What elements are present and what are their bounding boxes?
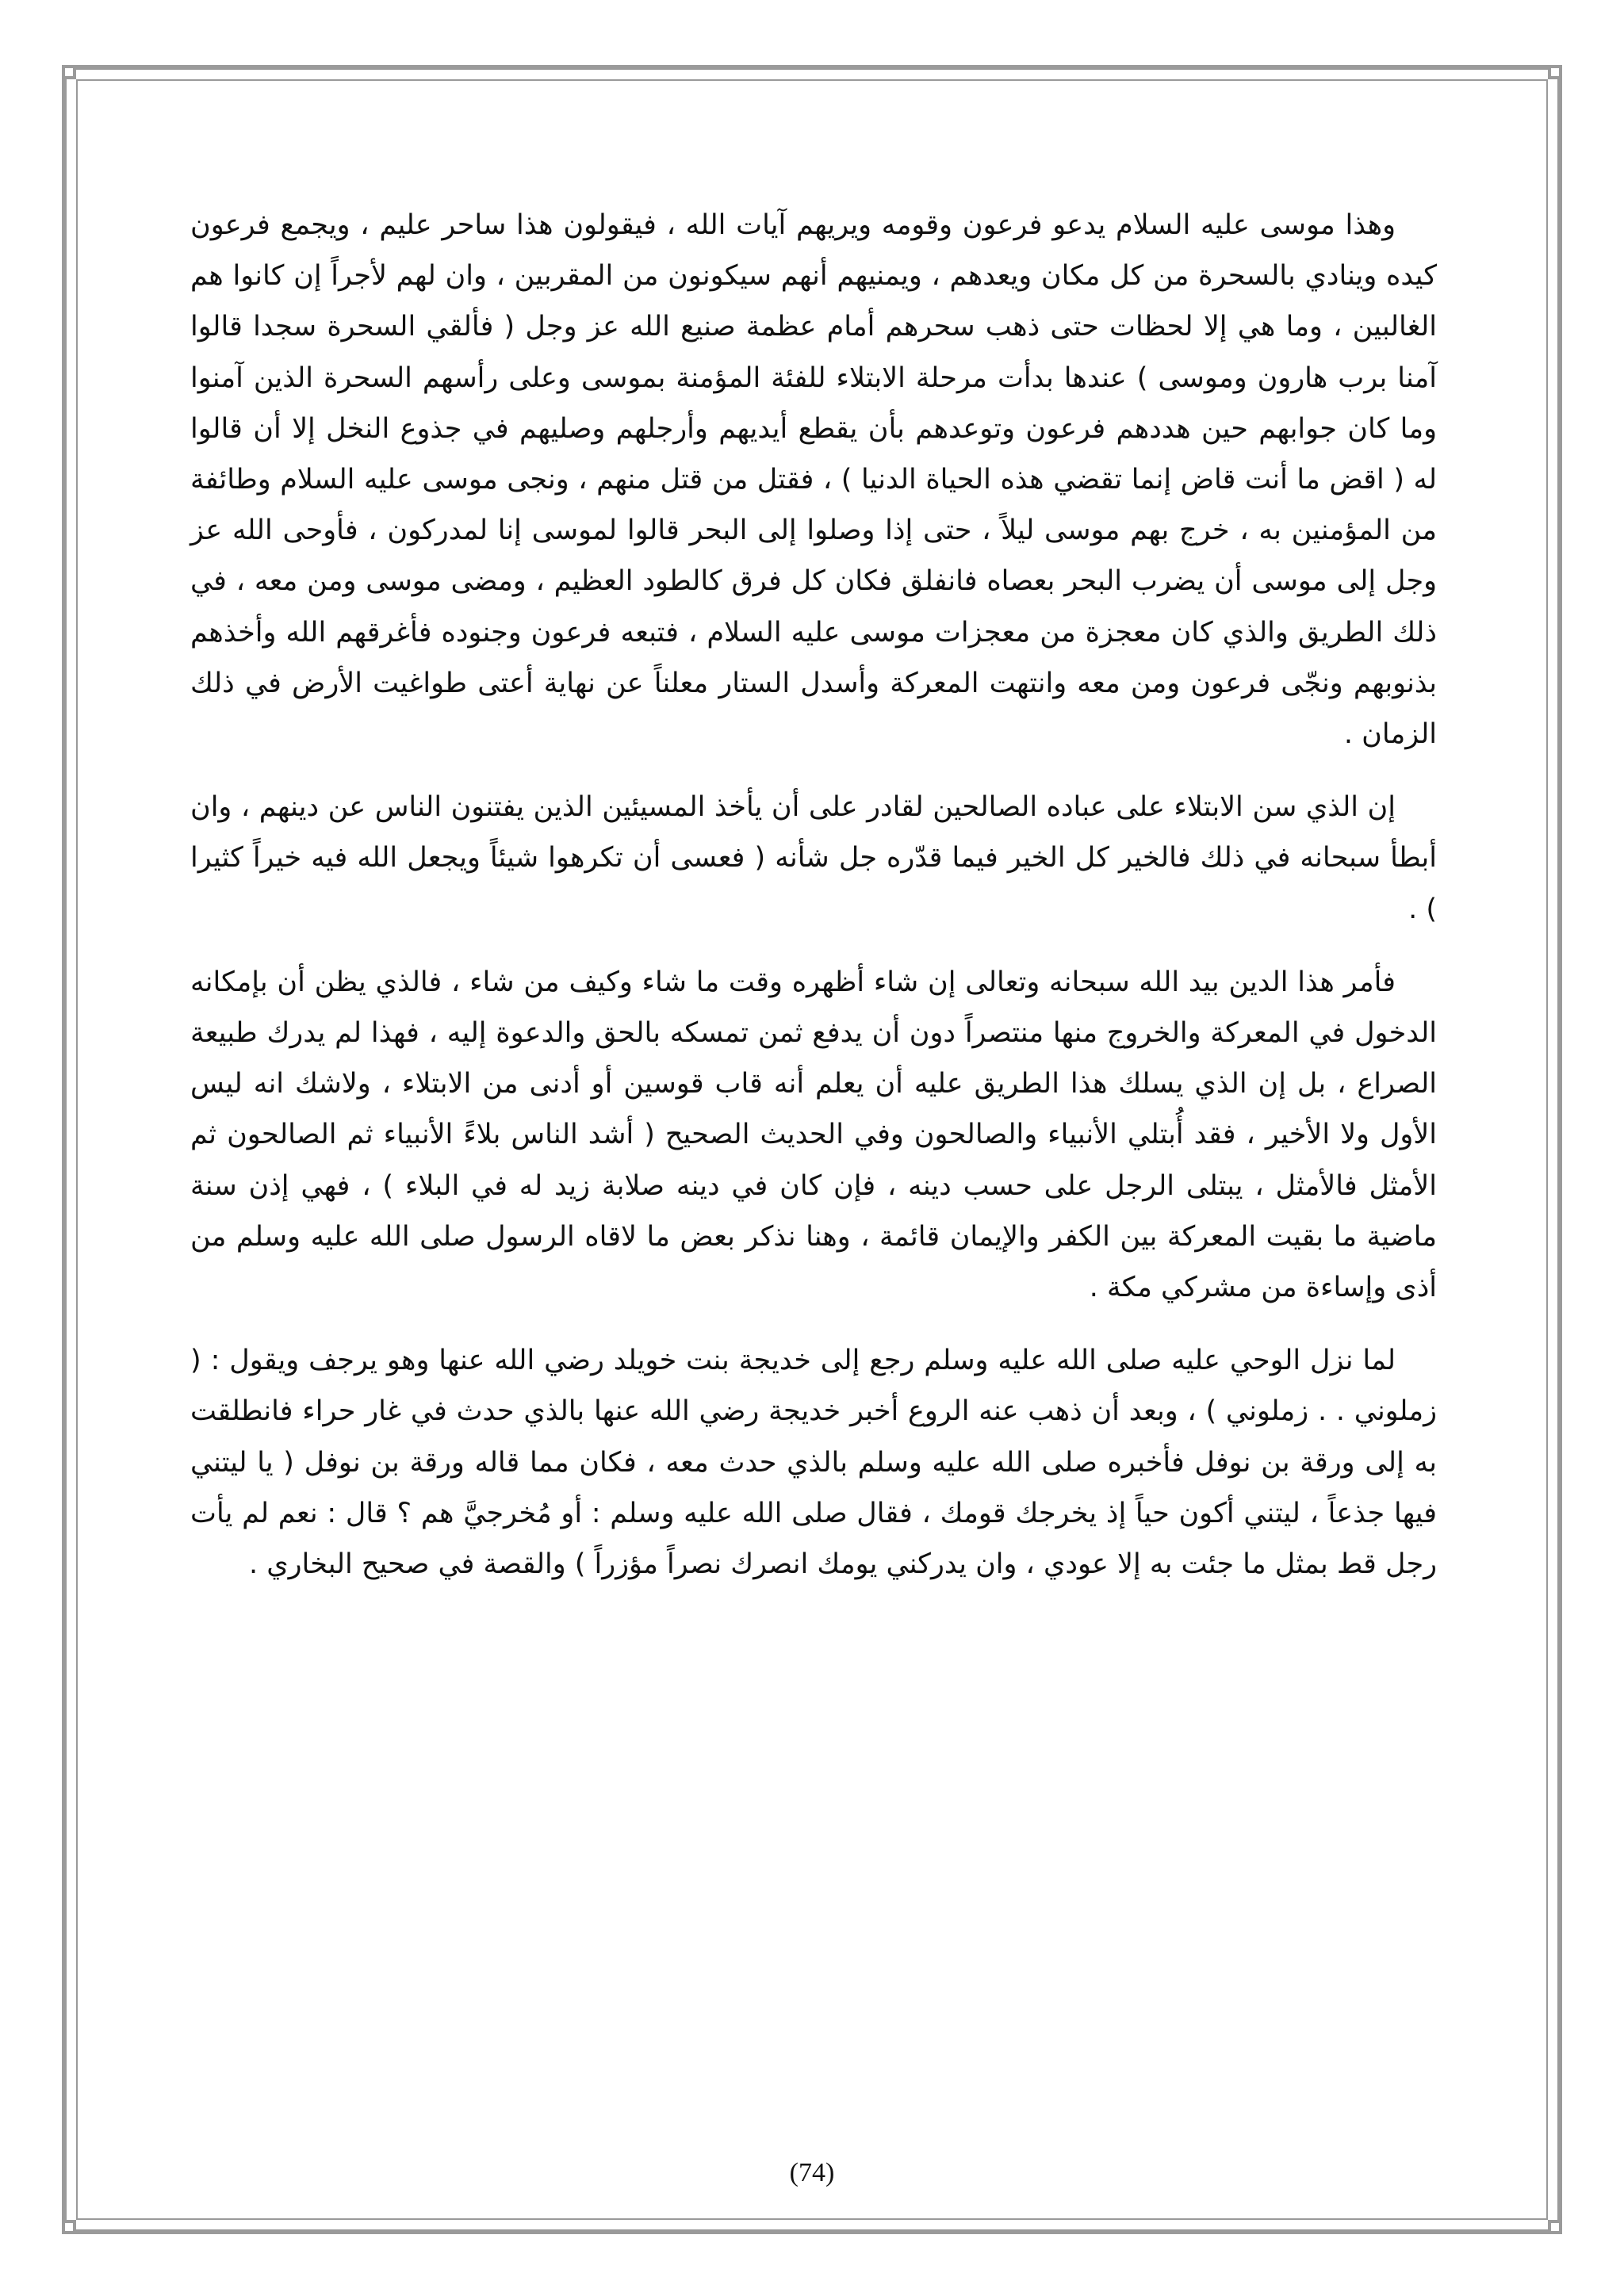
border-corner-ornament — [1548, 2220, 1562, 2234]
paragraph-4: لما نزل الوحي عليه صلى الله عليه وسلم رجع إلى خديجة بنت خويلد رضي الله عنها وهو يرجف ويقول : ( زملوني . . زملوني ) ، وبعد أن ذهب عنه الروع أخبر خديجة رضي الله عنها بالذي حدث في غار حراء فانطلقت به إلى ورقة بن نوفل فأخبره صلى الله عليه وسلم بالذي حدث معه ، فكان مما قاله ورقة بن نوفل ( يا ليتني فيها جذعاً ، ليتني أكون حياً إذ يخرجك قومك ، فقال صلى الله عليه وسلم : أو مُخرجيَّ هم ؟ قال : نعم لم يأت رجل قط بمثل ما جئت به إلا عودي ، وان يدركني يومك انصرك نصراً مؤزراً ) والقصة في صحيح البخاري . — [190, 1345, 1437, 1581]
border-corner-ornament — [1548, 65, 1562, 79]
border-corner-ornament — [62, 65, 76, 79]
paragraph-1: وهذا موسى عليه السلام يدعو فرعون وقومه ويريهم آيات الله ، فيقولون هذا ساحر عليم ، ويجمع فرعون كيده وينادي بالسحرة من كل مكان ويعدهم ، ويمنيهم أنهم سيكونون من المقربين ، وان لهم لأجراً إن كانوا هم الغالبين ، وما هي إلا لحظات حتى ذهب سحرهم أمام عظمة صنيع الله عز وجل ( فألقي السحرة سجدا قالوا آمنا برب هارون وموسى ) عندها بدأت مرحلة الابتلاء للفئة المؤمنة بموسى وعلى رأسهم السحرة الذين آمنوا وما كان جوابهم حين هددهم فرعون وتوعدهم بأن يقطع أيديهم وأرجلهم وصليهم في جذوع النخل إلا أن قالوا له ( اقض ما أنت قاض إنما تقضي هذه الحياة الدنيا ) ، فقتل من قتل منهم ، ونجى موسى عليه السلام وطائفة من المؤمنين به ، خرج بهم موسى ليلاً ، حتى إذا وصلوا إلى البحر قالوا لموسى إنا لمدركون ، فأوحى الله عز وجل إلى موسى أن يضرب البحر بعصاه فانفلق فكان كل فرق كالطود العظيم ، ومضى موسى ومن معه ، في ذلك الطريق والذي كان معجزة من معجزات موسى عليه السلام ، فتبعه فرعون وجنوده فأغرقهم الله وأخذهم بذنوبهم ونجّى فرعون ومن معه وانتهت المعركة وأسدل الستار معلناً عن نهاية أعتى طواغيت الأرض في ذلك الزمان . — [190, 209, 1437, 751]
paragraph-2: إن الذي سن الابتلاء على عباده الصالحين لقادر على أن يأخذ المسيئين الذين يفتنون الناس عن دينهم ، وان أبطأ سبحانه في ذلك فالخير كل الخير فيما قدّره جل شأنه ( فعسى أن تكرهوا شيئاً ويجعل الله فيه خيراً كثيرا ) . — [190, 791, 1437, 925]
paragraph-3: فأمر هذا الدين بيد الله سبحانه وتعالى إن شاء أظهره وقت ما شاء وكيف من شاء ، فالذي يظن أن بإمكانه الدخول في المعركة والخروج منها منتصراً دون أن يدفع ثمن تمسكه بالحق والدعوة إليه ، فهذا لم يدرك طبيعة الصراع ، بل إن الذي يسلك هذا الطريق عليه أن يعلم أنه قاب قوسين أو أدنى من الابتلاء ، ولاشك انه ليس الأول ولا الأخير ، فقد أُبتلي الأنبياء والصالحون وفي الحديث الصحيح ( أشد الناس بلاءً الأنبياء ثم الصالحون ثم الأمثل فالأمثل ، يبتلى الرجل على حسب دينه ، فإن كان في دينه صلابة زيد له في البلاء ) ، فهي إذن سنة ماضية ما بقيت المعركة بين الكفر والإيمان قائمة ، وهنا نذكر بعض ما لاقاه الرسول صلى الله عليه وسلم من أذى وإساءة من مشركي مكة . — [190, 966, 1437, 1304]
border-corner-ornament — [62, 2220, 76, 2234]
page-body — [190, 200, 1437, 1612]
page-number: (74) — [789, 2158, 835, 2187]
